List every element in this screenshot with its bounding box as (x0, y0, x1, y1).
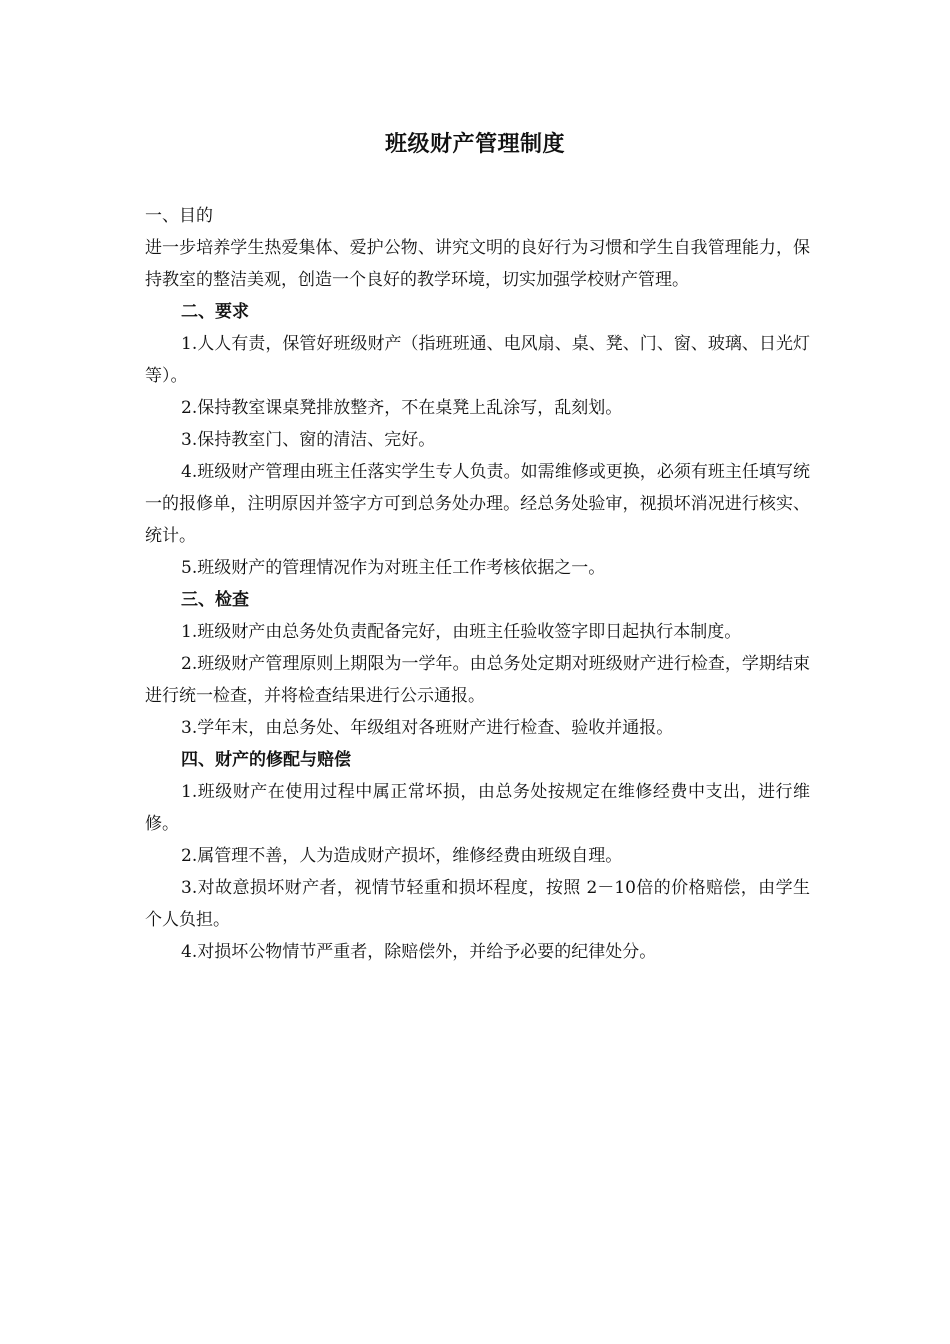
inspection-item: 1.班级财产由总务处负责配备完好，由班主任验收签字即日起执行本制度。 (181, 622, 742, 642)
inspection-item: 2.班级财产管理原则上期限为一学年。由总务处定期对班级财产进行检查，学期结束进行统一检查，并将检查结果进行公示通报。 (145, 654, 810, 706)
repair-item: 2.属管理不善，人为造成财产损坏，维修经费由班级自理。 (181, 846, 623, 866)
repair-item: 3.对故意损坏财产者，视情节轻重和损坏程度，按照 2－10倍的价格赔偿，由学生个人负担。 (145, 878, 810, 930)
section-heading-inspection: 三、检查 (181, 590, 249, 610)
repair-item: 4.对损坏公物情节严重者，除赔偿外，并给予必要的纪律处分。 (181, 942, 657, 962)
section-heading-purpose: 一、目的 (145, 206, 213, 226)
section-heading-requirements: 二、要求 (181, 302, 249, 322)
purpose-paragraph: 进一步培养学生热爱集体、爱护公物、讲究文明的良好行为习惯和学生自我管理能力，保持教室的整洁美观，创造一个良好的教学环境，切实加强学校财产管理。 (145, 238, 810, 290)
section-heading-repair: 四、财产的修配与赔偿 (181, 750, 351, 770)
requirement-item: 4.班级财产管理由班主任落实学生专人负责。如需维修或更换，必须有班主任填写统一的报修单，注明原因并签字方可到总务处办理。经总务处验审，视损坏消况进行核实、统计。 (145, 462, 810, 546)
inspection-item: 3.学年末，由总务处、年级组对各班财产进行检查、验收并通报。 (181, 718, 674, 738)
document-title: 班级财产管理制度 (384, 131, 565, 157)
requirement-item: 5.班级财产的管理情况作为对班主任工作考核依据之一。 (181, 558, 606, 578)
requirement-item: 1.人人有责，保管好班级财产（指班班通、电风扇、桌、凳、门、窗、玻璃、日光灯等）。 (145, 334, 810, 386)
requirement-item: 3.保持教室门、窗的清洁、完好。 (181, 430, 436, 450)
repair-item: 1.班级财产在使用过程中属正常坏损，由总务处按规定在维修经费中支出，进行维修。 (145, 782, 810, 834)
document-body (145, 200, 810, 968)
requirement-item: 2.保持教室课桌凳排放整齐，不在桌凳上乱涂写，乱刻划。 (181, 398, 623, 418)
